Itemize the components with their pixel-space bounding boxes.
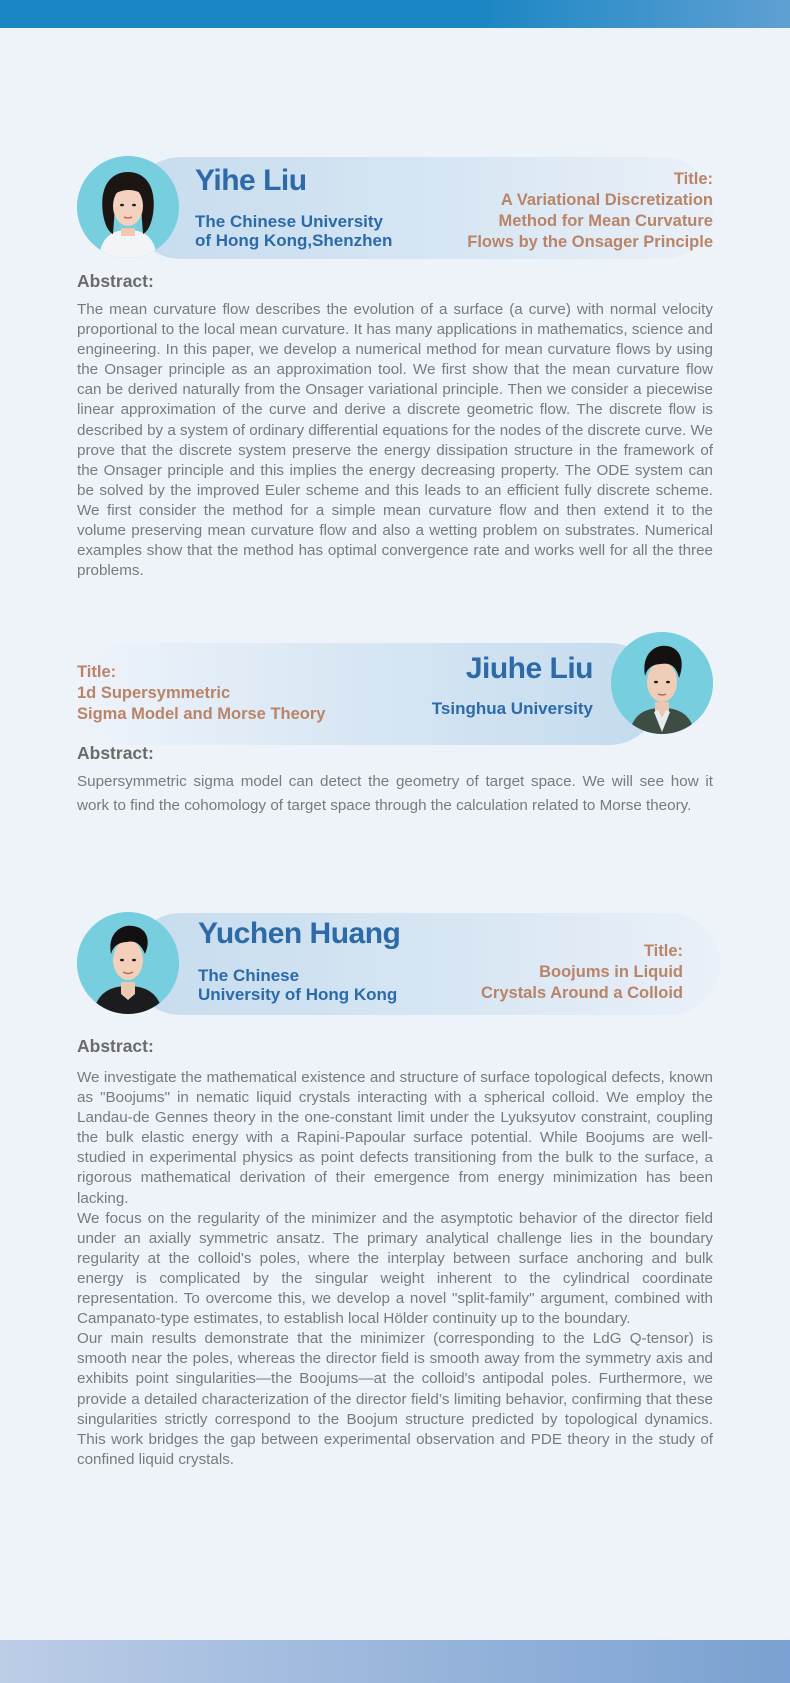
talk-title-line: 1d Supersymmetric xyxy=(77,684,231,702)
abstract-body xyxy=(77,1068,713,1470)
talk-title-label: Title: xyxy=(643,942,683,960)
affiliation-line: Tsinghua University xyxy=(431,699,593,718)
abstract-body xyxy=(77,300,713,581)
speaker-photo-avatar xyxy=(611,632,713,734)
speaker-name: Jiuhe Liu xyxy=(465,652,593,685)
talk-title-line: Boojums in Liquid xyxy=(539,963,683,981)
top-decorative-bar xyxy=(0,0,790,28)
talk-title-label: Title: xyxy=(77,663,117,681)
talk-title-line: A Variational Discretization xyxy=(500,191,713,209)
abstract-paragraph: Supersymmetric sigma model can detect the geometry of target space. We will see how it work to find the cohomology of target space through the calculation related to Morse theory. xyxy=(77,773,713,814)
talk-title-line: Crystals Around a Colloid xyxy=(481,984,683,1002)
speaker-name: Yuchen Huang xyxy=(198,917,401,950)
talk-title xyxy=(77,662,325,725)
bottom-decorative-bar xyxy=(0,1640,790,1683)
speaker-affiliation xyxy=(198,966,397,1004)
abstract-paragraph: We investigate the mathematical existence and structure of surface topological defects, known as "Boojums" in nematic liquid crystals interacting with a spherical colloid. We employ the Landau-de Gennes theory in the one-constant limit under the Lyuksyutov constraint, coupling the bulk elastic energy with a Rapini-Papoular surface potential. While Boojums are well-studied in experimental physics as point defects transitioning from the bulk to the surface, a rigorous mathematical derivation of their emergence from energy minimization has been lacking. xyxy=(77,1069,713,1207)
talk-title-line: Flows by the Onsager Principle xyxy=(467,233,713,251)
abstract-body xyxy=(77,770,713,817)
speaker-affiliation xyxy=(195,212,392,250)
abstract-heading: Abstract: xyxy=(77,1036,154,1056)
talk-title xyxy=(467,169,713,253)
affiliation-line: The Chinese xyxy=(198,966,300,985)
abstract-paragraph: The mean curvature flow describes the evolution of a surface (a curve) with normal velocity proportional to the local mean curvature. It has many applications in mathematics, science and engineering. In this paper, we develop a numerical method for mean curvature flows by using the Onsager principle as an approximation tool. We first show that the mean curvature flow can be derived naturally from the Onsager variational principle. Then we consider a piecewise linear approximation of the curve and derive a discrete geometric flow. The discrete flow is described by a system of ordinary differential equations for the nodes of the discrete curve. We prove that the discrete system preserve the energy dissipation structure in the framework of the Onsager principle and this implies the energy decreasing property. The ODE system can be solved by the improved Euler scheme and this leads to an efficient fully discrete scheme. We first consider the method for a simple mean curvature flow and then extend it to the volume preserving mean curvature flow and also a wetting problem on substrates. Numerical examples show that the method has optimal convergence rate and works well for all the three problems. xyxy=(77,301,713,580)
affiliation-line: The Chinese University xyxy=(195,212,384,231)
speaker-photo-avatar xyxy=(77,156,179,258)
abstract-paragraph: Our main results demonstrate that the minimizer (corresponding to the LdG Q-tensor) is smooth near the poles, whereas the director field is smooth away from the symmetry axis and exhibits point singularities—the Boojums—at the colloid's antipodal poles. Furthermore, we provide a detailed characterization of the director field’s limiting behavior, confirming that these singularities strictly correspond to the Boojum structure predicted by topological dynamics. This work bridges the gap between experimental observation and PDE theory in the study of confined liquid crystals. xyxy=(77,1330,713,1468)
affiliation-line: University of Hong Kong xyxy=(198,985,398,1004)
speaker-name: Yihe Liu xyxy=(195,164,307,197)
abstract-heading: Abstract: xyxy=(77,271,154,291)
speaker-affiliation xyxy=(432,699,593,718)
talk-title xyxy=(481,941,683,1004)
affiliation-line: of Hong Kong,Shenzhen xyxy=(195,231,393,250)
talk-title-label: Title: xyxy=(673,170,713,188)
abstract-heading: Abstract: xyxy=(77,743,154,763)
talk-title-line: Method for Mean Curvature xyxy=(498,212,713,230)
abstract-paragraph: We focus on the regularity of the minimizer and the asymptotic behavior of the director field under an axially symmetric ansatz. The primary analytical challenge lies in the boundary regularity at the colloid's poles, where the interplay between surface anchoring and bulk energy is complicated by the singular weight inherent to the cylindrical coordinate representation. To overcome this, we develop a novel "split-family" argument, combined with Campanato-type estimates, to establish local Hölder continuity up to the boundary. xyxy=(77,1209,713,1328)
talk-title-line: Sigma Model and Morse Theory xyxy=(77,705,326,723)
speaker-photo-avatar xyxy=(77,912,179,1014)
